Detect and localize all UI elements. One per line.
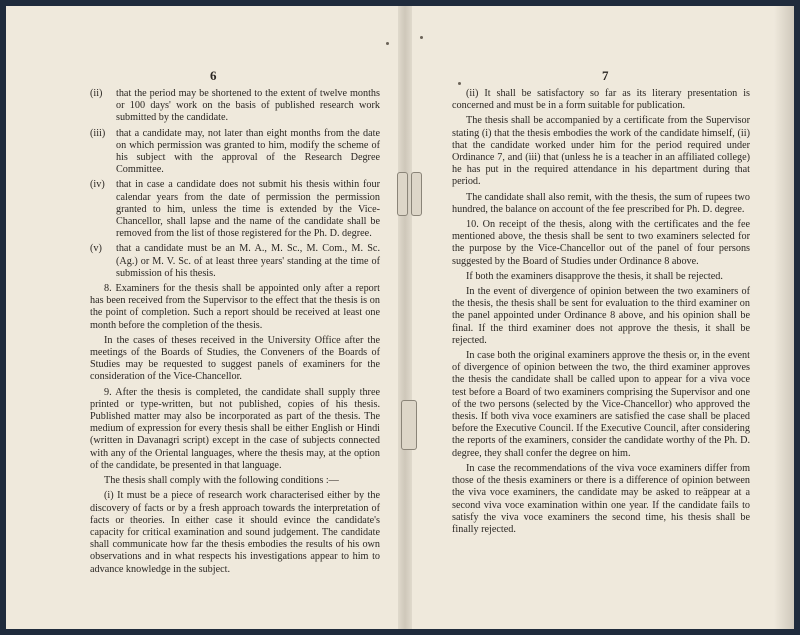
- item-number: (iii): [90, 127, 106, 139]
- right-page: [412, 6, 794, 629]
- page-number: 6: [210, 68, 217, 83]
- paragraph-10: 10. On receipt of the thesis, along with the certificates and the fee mentioned above, the thesis shall be sent to two examiners selected for the purpose by the Vice-Chancellor out of the panel of four persons suggested by the Board of Studies under Ordinance 8 above.: [452, 219, 750, 267]
- item-text: that in case a candidate does not submit his thesis within four calendar years from the date of permission the permission granted to him, unless the time is extended by the Vice-Chancellor, shall lapse and the name of the candidate shall be removed from the list of those registered for the Ph. D. degree.: [116, 179, 380, 240]
- paragraph-certificate: The thesis shall be accompanied by a certificate from the Supervisor stating (i) that the thesis embodies the work of the candidate himself, (ii) that the candidate worked under him for the period required under Ordinance 7, and (iii) that (unless he is a teacher in an affiliated college) he has put in the required attendance in his department during that period.: [452, 115, 750, 188]
- paragraph-9: 9. After the thesis is completed, the candidate shall supply three printed or type-written, but not published, copies of his thesis. Published matter may also be incorporated as part of the thesis. The medium of expression for every thesis shall be either English or Hindi (written in Davanagri script) except in the case of subjects connected with any of the Oriental languages, where the thesis may, at the option of the candidate, be presented in that language.: [90, 386, 380, 471]
- document-spread: [6, 6, 794, 629]
- item-number: (v): [90, 243, 102, 255]
- list-item: [90, 88, 380, 125]
- paragraph-disapprove: If both the examiners disapprove the thesis, it shall be rejected.: [466, 270, 723, 282]
- page-gutter: [398, 6, 412, 629]
- staple-top-left: [397, 172, 408, 216]
- paragraph-condition-ii: (ii) It shall be satisfactory so far as its literary presentation is concerned and must be in a form suitable for publication.: [452, 88, 750, 112]
- item-text: that the period may be shortened to the extent of twelve months or 100 days' work on the basis of published research work submitted by the candidate.: [116, 88, 380, 124]
- left-page: [6, 6, 398, 629]
- paragraph-cases: In the cases of theses received in the University Office after the meetings of the Boards of Studies, the Conveners of the Boards of Studies may be requested to suggest panels of examiners for the consideration of the Vice-Chancellor.: [90, 334, 380, 383]
- paragraph-remit: The candidate shall also remit, with the thesis, the sum of rupees two hundred, the balance on account of the fee prescribed for Ph. D. degree.: [452, 191, 750, 215]
- list-item: [90, 243, 380, 280]
- list-item: [90, 179, 380, 240]
- left-page-text: [90, 88, 380, 579]
- paragraph-divergence: In the event of divergence of opinion between the two examiners of the thesis, the thesis shall be sent for evaluation to the third examiner on the panel appointed under Ordinance 8 above, and his opinion shall be final. If the third examiner does not approve the thesis, it shall be rejected.: [452, 286, 750, 346]
- paragraph-condition-i: (i) It must be a piece of research work characterised either by the discovery of facts or by a fresh approach towards the interpretation of facts or theories. In either case it should evince the candidate's capacity for critical examination and sound judgement. The candidate shall communicate how far the thesis embodies the results of his own observations and in what respects his investigations appear to him to advance knowledge in the subject.: [90, 490, 380, 575]
- paragraph-recommend: In case the recommendations of the viva voce examiners differ from those of the thesis examiners or there is a difference of opinion between the viva voce examiners, the candidate may be asked to reäppear at a second viva voce examination within one year. If the candidate fails to satisfy the viva voce examiners the second time, his thesis shall be finally rejected.: [452, 462, 750, 535]
- item-number: (iv): [90, 179, 105, 191]
- paragraph-8: 8. Examiners for the thesis shall be appointed only after a report has been received from the Supervisor to the effect that the thesis is on the point of completion. Such a report should be received at least one month before the completion of the thesis.: [90, 283, 380, 331]
- item-number: (ii): [90, 88, 103, 99]
- paragraph-conditions: The thesis shall comply with the following conditions :—: [104, 475, 339, 487]
- list-item: [90, 128, 380, 177]
- item-text: that a candidate may, not later than eight months from the date on which permission was granted to him, modify the scheme of his subject with the approval of the Research Degree Committee.: [116, 127, 380, 176]
- right-page-text: [452, 88, 750, 539]
- item-text: that a candidate must be an M. A., M. Sc., M. Com., M. Sc. (Ag.) or M. V. Sc. of at least three years' standing at the time of submission of his thesis.: [116, 243, 380, 279]
- page-number: 7: [602, 68, 609, 83]
- paragraph-viva: In case both the original examiners approve the thesis or, in the event of divergence of opinion between the two, the third examiner approves the thesis the candidate shall be called upon to appear for a viva voce test before a Board of two examiners comprising the Supervisor and one of the two persons (selected by the Vice-Chancellor) who approved the thesis. If both viva voce examiners are satisfied the case shall be placed before the Executive Council. If the Executive Council, after considering the reports of the examiners, consider the candidate worthy of the Ph. D. degree, they shall confer the degree on him.: [452, 350, 750, 459]
